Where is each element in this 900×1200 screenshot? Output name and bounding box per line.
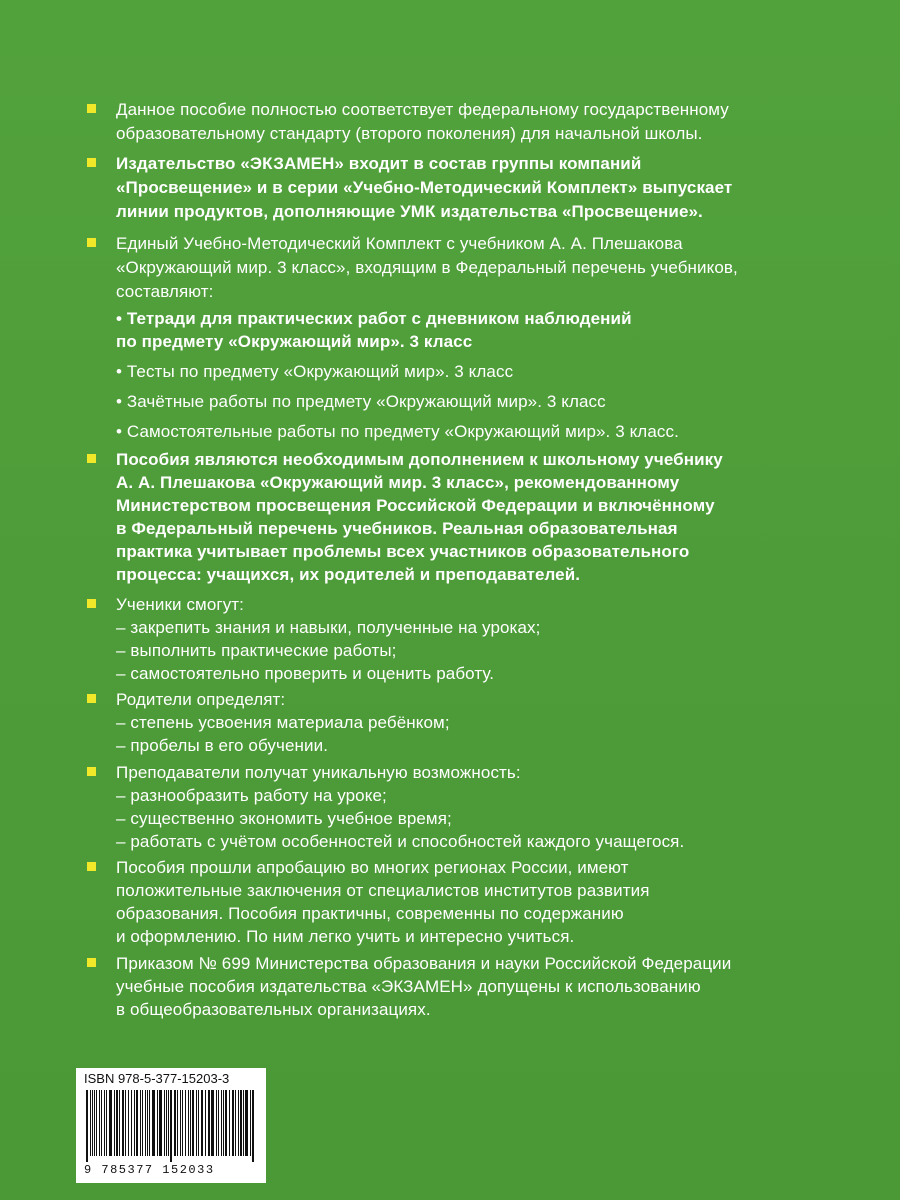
barcode-bar <box>140 1090 141 1156</box>
barcode-bar <box>131 1090 132 1156</box>
barcode-bar <box>99 1090 100 1156</box>
barcode-bar <box>142 1090 143 1156</box>
bullet-square <box>87 454 96 463</box>
barcode-bar <box>205 1090 206 1156</box>
barcode-bar <box>94 1090 95 1156</box>
umk-item: • Самостоятельные работы по предмету «Окружающий мир». 3 класс. <box>116 422 679 441</box>
text-line: – работать с учётом особенностей и способностей каждого учащегося. <box>116 832 685 851</box>
barcode-bar <box>245 1090 248 1156</box>
text-line: – степень усвоения материала ребёнком; <box>116 713 450 732</box>
barcode-bar <box>192 1090 194 1156</box>
barcode-bar <box>128 1090 129 1156</box>
text-line: в общеобразовательных организациях. <box>116 1000 431 1019</box>
text-line: Министерством просвещения Российской Федерации и включённому <box>116 496 715 515</box>
text-line: Данное пособие полностью соответствует федеральному государственному <box>116 100 729 119</box>
barcode-bar <box>136 1090 138 1156</box>
text-line: Пособия прошли апробацию во многих регионах России, имеют <box>116 858 629 877</box>
text-line: – закрепить знания и навыки, полученные на уроках; <box>116 618 541 637</box>
barcode-bar <box>238 1090 239 1156</box>
barcode-bar <box>90 1090 91 1156</box>
barcode-bar <box>152 1090 155 1156</box>
text-line: Единый Учебно-Методический Комплект с учебником А. А. Плешакова <box>116 234 683 253</box>
text-line: А. А. Плешакова «Окружающий мир. 3 класс», рекомендованному <box>116 473 680 492</box>
barcode-bar <box>145 1090 146 1156</box>
barcode-bar <box>92 1090 93 1156</box>
barcode-bar <box>218 1090 219 1156</box>
text-line: Пособия являются необходимым дополнением к школьному учебнику <box>116 450 723 469</box>
barcode-bar <box>109 1090 112 1156</box>
text-line: составляют: <box>116 282 214 301</box>
barcode-bar <box>208 1090 210 1156</box>
barcode-bar <box>166 1090 167 1156</box>
barcode-bar <box>235 1090 236 1156</box>
barcode-bar <box>250 1090 251 1156</box>
barcode-bar <box>101 1090 102 1156</box>
text-line: образования. Пособия практичны, современны по содержанию <box>116 904 624 923</box>
barcode-bar <box>168 1090 169 1156</box>
text-line: – разнообразить работу на уроке; <box>116 786 387 805</box>
text-line: процесса: учащихся, их родителей и преподавателей. <box>116 565 581 584</box>
bullet-square <box>87 599 96 608</box>
text-line: «Окружающий мир. 3 класс», входящим в Федеральный перечень учебников, <box>116 258 738 277</box>
isbn-label: ISBN 978-5-377-15203-3 <box>84 1071 230 1086</box>
barcode-bar <box>96 1090 97 1156</box>
barcode-bar <box>157 1090 158 1156</box>
text-line: линии продуктов, дополняющие УМК издательства «Просвещение». <box>116 202 703 221</box>
bullet-square <box>87 158 96 167</box>
barcode-bar <box>201 1090 203 1156</box>
barcode-bar <box>240 1090 242 1156</box>
barcode-bar <box>185 1090 186 1156</box>
bullet-square <box>87 767 96 776</box>
barcode-bar <box>188 1090 189 1156</box>
text-line: – пробелы в его обучении. <box>116 736 329 755</box>
barcode-bar <box>149 1090 150 1156</box>
barcode-bar <box>229 1090 230 1156</box>
barcode-bar <box>243 1090 244 1156</box>
text-line: и оформлению. По ним легко учить и интересно учиться. <box>116 927 575 946</box>
barcode-bar <box>106 1090 107 1156</box>
barcode-bar <box>159 1090 162 1156</box>
barcode-bar <box>180 1090 181 1156</box>
barcode-bar <box>252 1090 254 1162</box>
text-line: учебные пособия издательства «ЭКЗАМЕН» допущены к использованию <box>116 977 701 996</box>
barcode <box>86 1090 258 1162</box>
umk-item: • Зачётные работы по предмету «Окружающий мир». 3 класс <box>116 392 606 411</box>
text-line: в Федеральный перечень учебников. Реальная образовательная <box>116 519 678 538</box>
barcode-bar <box>134 1090 135 1156</box>
text-line: Приказом № 699 Министерства образования и науки Российской Федерации <box>116 954 732 973</box>
bullet-square <box>87 238 96 247</box>
barcode-bar <box>174 1090 176 1156</box>
barcode-bar <box>221 1090 222 1156</box>
barcode-bar <box>177 1090 178 1156</box>
barcode-bar <box>122 1090 124 1156</box>
text-line: Преподаватели получат уникальную возможность: <box>116 763 521 782</box>
umk-item: • Тесты по предмету «Окружающий мир». 3 класс <box>116 362 514 381</box>
barcode-bar <box>147 1090 148 1156</box>
bullet-square <box>87 694 96 703</box>
barcode-bar <box>198 1090 199 1156</box>
text-line: – существенно экономить учебное время; <box>116 809 452 828</box>
barcode-bar <box>164 1090 165 1156</box>
text-line: «Просвещение» и в серии «Учебно-Методический Комплект» выпускает <box>116 178 733 197</box>
bullet-square <box>87 862 96 871</box>
text-line: Ученики смогут: <box>116 595 245 614</box>
text-line: – самостоятельно проверить и оценить работу. <box>116 664 495 683</box>
barcode-bar <box>211 1090 214 1156</box>
barcode-bar <box>223 1090 224 1156</box>
text-line: – выполнить практические работы; <box>116 641 397 660</box>
barcode-bar <box>170 1090 172 1162</box>
bullet-square <box>87 104 96 113</box>
text-line: образовательному стандарту (второго поколения) для начальной школы. <box>116 124 703 143</box>
barcode-digits: 9 785377 152033 <box>84 1163 215 1177</box>
text-line: Родители определят: <box>116 690 286 709</box>
barcode-bar <box>216 1090 217 1156</box>
isbn-barcode-box <box>76 1068 266 1183</box>
barcode-bar <box>182 1090 183 1156</box>
barcode-bar <box>225 1090 227 1156</box>
barcode-bar <box>104 1090 105 1156</box>
barcode-bar <box>86 1090 88 1162</box>
bullet-square <box>87 958 96 967</box>
text-line: положительные заключения от специалистов институтов развития <box>116 881 650 900</box>
text-line: Издательство «ЭКЗАМЕН» входит в состав группы компаний <box>116 154 642 173</box>
barcode-bar <box>232 1090 234 1156</box>
barcode-bar <box>125 1090 126 1156</box>
text-line: практика учитывает проблемы всех участников образовательного <box>116 542 690 561</box>
barcode-bar <box>116 1090 118 1156</box>
barcode-bar <box>119 1090 120 1156</box>
barcode-bar <box>196 1090 197 1156</box>
umk-item: • Тетради для практических работ с дневником наблюдений <box>116 309 632 328</box>
umk-item: по предмету «Окружающий мир». 3 класс <box>116 332 473 351</box>
barcode-bar <box>190 1090 191 1156</box>
barcode-bar <box>114 1090 115 1156</box>
